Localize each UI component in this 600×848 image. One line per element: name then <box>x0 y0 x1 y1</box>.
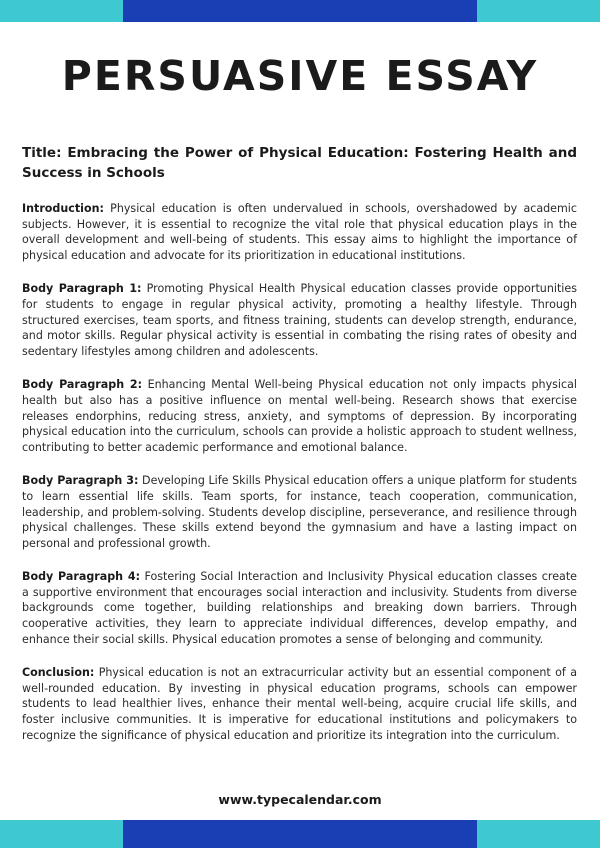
paragraph-introduction <box>22 201 577 263</box>
essay-body <box>22 143 577 761</box>
paragraph-label: Conclusion: <box>22 666 95 680</box>
paragraph-label: Introduction: <box>22 202 104 215</box>
paragraph-label: Body Paragraph 1: <box>22 282 142 296</box>
paragraph-text: Developing Life Skills Physical education offers a unique platform for students to learn essential life skills. Team sports, for instance, teach cooperation, communication, leadership, and problem-solving. Students develop discipline, perseverance, and resilience through physical challenges. These skills extend beyond the gymnasium and have a lasting impact on personal and professional growth. <box>22 474 577 550</box>
paragraph-text: Promoting Physical Health Physical education classes provide opportunities for students to engage in regular physical activity, promoting a healthy lifestyle. Through structured exercises, team sports, and fitness training, students can develop strength, endurance, and motor skills. Regular physical activity is essential in combating the rising rates of obesity and sedentary lifestyles among children and adolescents. <box>22 282 577 358</box>
paragraph-label: Body Paragraph 3: <box>22 474 139 488</box>
paragraph-text: Physical education is not an extracurricular activity but an essential component of a well-rounded education. By investing in physical education programs, schools can empower students to lead healthier lives, enhance their mental well-being, acquire crucial life skills, and foster inclusive communities. It is imperative for educational institutions and policymakers to recognize the significance of physical education and prioritize its integration into the curriculum. <box>22 666 577 742</box>
paragraph-text: Enhancing Mental Well-being Physical education not only impacts physical health but also has a positive influence on mental well-being. Research shows that exercise releases endorphins, reducing stress, anxiety, and symptoms of depression. By incorporating physical education into the curriculum, schools can provide a holistic approach to student wellness, contributing to better academic performance and emotional balance. <box>22 378 577 454</box>
paragraph-conclusion <box>22 665 577 743</box>
paragraph-label: Body Paragraph 4: <box>22 570 141 584</box>
paragraph-body-2 <box>22 377 577 455</box>
paragraph-body-3 <box>22 473 577 551</box>
paragraph-label: Body Paragraph 2: <box>22 378 143 392</box>
paragraph-text: Fostering Social Interaction and Inclusivity Physical education classes create a supportive environment that encourages social interaction and inclusivity. Students from diverse backgrounds come together, building relationships and breaking down barriers. Through cooperative activities, they learn to appreciate individual differences, develop empathy, and enhance their social skills. Physical education promotes a sense of belonging and community. <box>22 570 577 646</box>
bottom-bar-center-band <box>123 820 477 848</box>
paragraph-body-1 <box>22 281 577 359</box>
footer-website-link[interactable]: www.typecalendar.com <box>218 792 382 807</box>
page-heading: PERSUASIVE ESSAY <box>61 52 539 100</box>
essay-title: Title: Embracing the Power of Physical Education: Fostering Health and Success in Schools <box>22 145 577 181</box>
top-bar-center-band <box>123 0 477 22</box>
bottom-decorative-bar <box>0 820 600 848</box>
paragraph-body-4 <box>22 569 577 647</box>
top-decorative-bar <box>0 0 600 22</box>
paragraph-text: Physical education is often undervalued in schools, overshadowed by academic subjects. However, it is essential to recognize the vital role that physical education plays in the overall development and well-being of students. This essay aims to highlight the importance of physical education and advocate for its prioritization in educational institutions. <box>22 202 577 262</box>
